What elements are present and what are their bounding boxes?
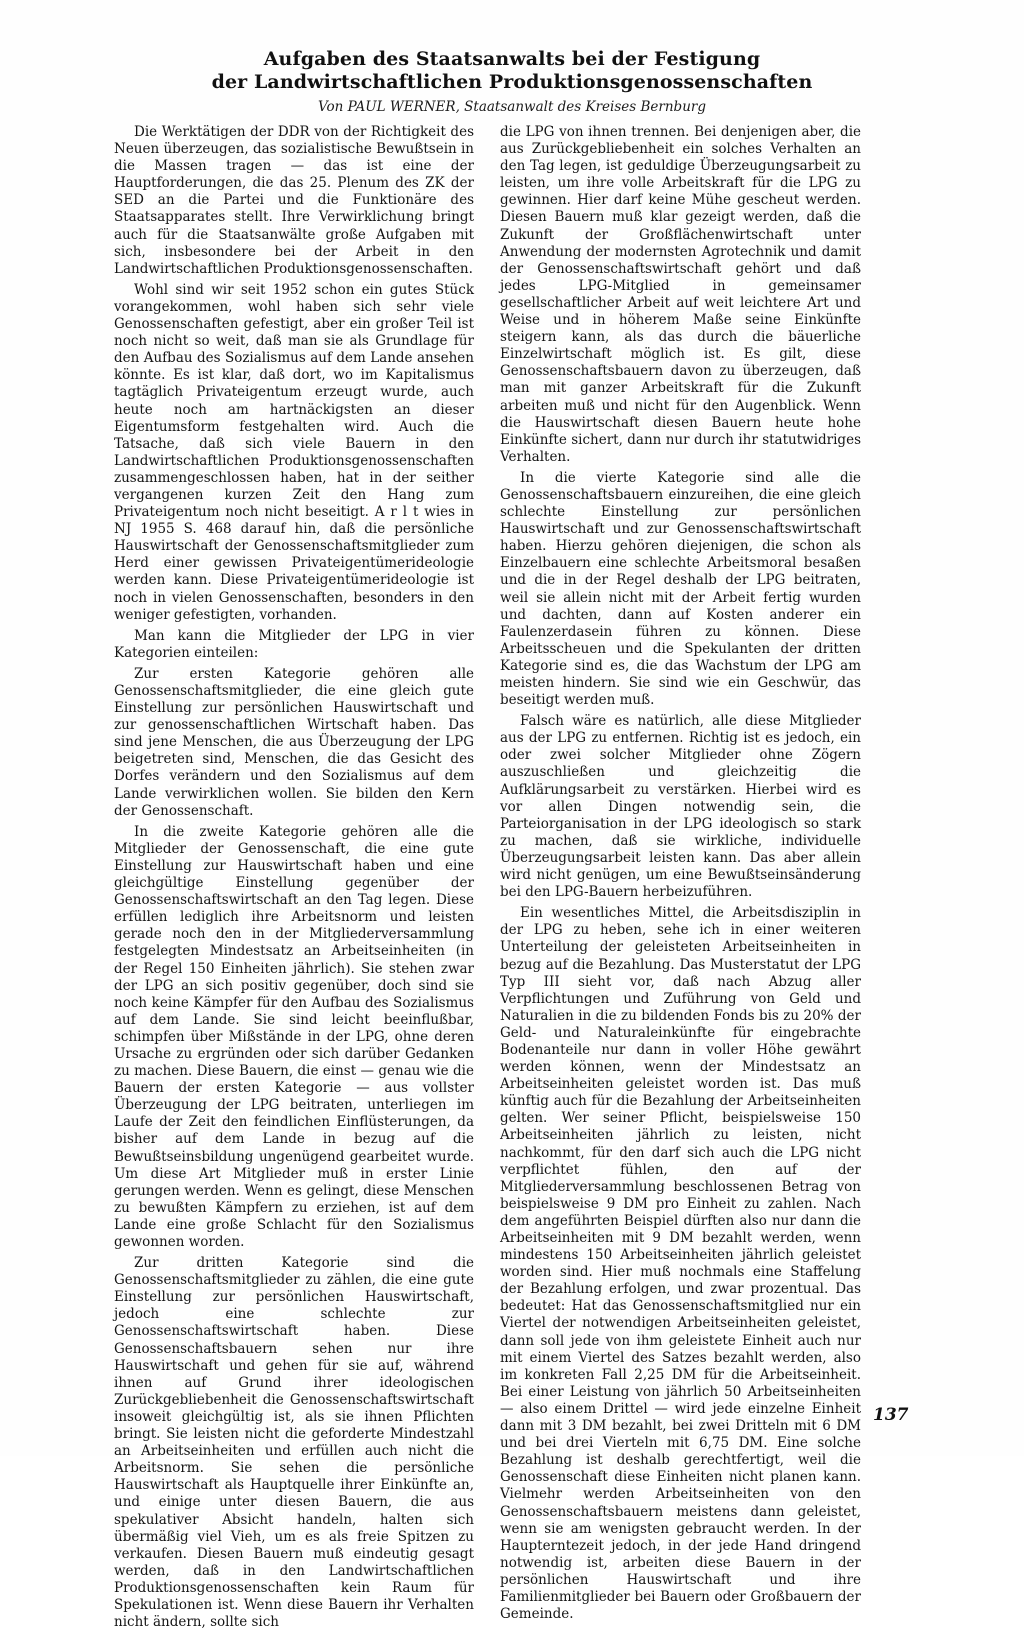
paragraph: Ein wesentliches Mittel, die Arbeitsdisziplin in der LPG zu heben, sehe ich in einer weiteren Unterteilung der geleisteten Arbeitseinheiten in bezug auf die Bezahlung. Das Musterstatut der LPG Typ III sieht vor, daß nach Abzug aller Verpflichtungen und Zuführung von Geld und Naturalien in die zu bildenden Fonds bis zu 20% der Geld- und Naturaleinkünfte für eingebrachte Bodenanteile nur dann in voller Höhe gewährt werden können, wenn der Mindestsatz an Arbeitseinheiten geleistet worden ist. Das muß künftig auch für die Bezahlung der Arbeitseinheiten gelten. Wer seiner Pflicht, beispielsweise 150 Arbeitseinheiten jährlich zu leisten, nicht nachkommt, für den darf sich auch die LPG nicht verpflichtet fühlen, den auf der Mitgliederversammlung beschlossenen Betrag von beispielsweise 9 DM pro Einheit zu zahlen. Nach dem angeführten Beispiel dürften also nur dann die Arbeitseinheiten mit 9 DM bezahlt werden, wenn mindestens 150 Arbeitseinheiten jährlich geleistet worden sind. Hier muß nochmals eine Staffelung der Bezahlung erfolgen, und zwar prozentual. Das bedeutet: Hat das Genossenschaftsmitglied nur ein Viertel der notwendigen Arbeitseinheiten geleistet, dann soll jede von ihm geleistete Einheit auch nur mit einem Viertel des Satzes bezahlt werden, also im konkreten Fall 2,25 DM für die Arbeitseinheit. Bei einer Leistung von jährlich 50 Arbeitseinheiten — also einem Drittel — wird jede einzelne Einheit dann mit 3 DM bezahlt, bei zwei Dritteln mit 6 DM und bei drei Vierteln mit 6,75 DM. Eine solche Bezahlung ist deshalb gerechtfertigt, weil die Genossenschaft diese Einheiten nicht planen kann. Vielmehr werden Arbeitseinheiten von den Genossenschaftsbauern meistens dann geleistet, wenn sie am wenigsten gebraucht werden. In der Haupterntezeit jedoch, in der jede Hand dringend notwendig ist, arbeiten diese Bauern in der persönlichen Hauswirtschaft und ihre Familienmitglieder bei Bauern oder Großbauern der Gemeinde. — [500, 905, 861, 1623]
paragraph: In die vierte Kategorie sind alle die Genossenschaftsbauern einzureihen, die eine gleich schlechte Einstellung zur persönlichen Hauswirtschaft und zur Genossenschaftswirtschaft haben. Hierzu gehören diejenigen, die schon als Einzelbauern eine schlechte Arbeitsmoral besaßen und die in der Regel deshalb der LPG beitraten, weil sie allein nicht mit der Arbeit fertig wurden und dachten, dann auf Kosten anderer ein Faulenzerdasein führen zu können. Diese Arbeitsscheuen und die Spekulanten der dritten Kategorie sind es, die das Wachstum der LPG am meisten hindern. Sie sind wie ein Geschwür, das beseitigt werden muß. — [500, 469, 861, 709]
paragraph-continuation: die LPG von ihnen trennen. Bei denjenigen aber, die aus Zurückgebliebenheit ein solches Verhalten an den Tag legen, ist geduldige Überzeugungsarbeit zu leisten, um ihre volle Arbeitskraft für die LPG zu gewinnen. Hier darf keine Mühe gescheut werden. Diesen Bauern muß klar gezeigt werden, daß die Zukunft der Großflächenwirtschaft unter Anwendung der modernsten Agrotechnik und damit der Genossenschaftswirtschaft gehört und daß jedes LPG-Mitglied in gemeinsamer gesellschaftlicher Arbeit auf weit leichtere Art und Weise und in höherem Maße seine Einkünfte steigern kann, als das durch die bäuerliche Einzelwirtschaft möglich ist. Es gilt, diese Genossenschaftsbauern davon zu überzeugen, daß man mit ganzer Arbeitskraft für die Zukunft arbeiten muß und nicht für den Augenblick. Wenn die Hauswirtschaft diesen Bauern heute hohe Einkünfte sichert, dann nur durch ihr statutwidriges Verhalten. — [500, 124, 861, 465]
paragraph: In die zweite Kategorie gehören alle die Mitglieder der Genossenschaft, die eine gute Einstellung zur Hauswirtschaft haben und eine gleichgültige Einstellung gegenüber der Genossenschaftswirtschaft an den Tag legen. Diese erfüllen lediglich ihre Arbeitsnorm und leisten gerade noch den in der Mitgliederversammlung festgelegten Mindestsatz an Arbeitseinheiten (in der Regel 150 Einheiten jährlich). Sie stehen zwar der LPG an sich positiv gegenüber, doch sind sie noch keine Kämpfer für den Aufbau des Sozialismus auf dem Lande. Sie sind leicht beeinflußbar, schimpfen über Mißstände in der LPG, ohne deren Ursache zu ergründen oder sich darüber Gedanken zu machen. Diese Bauern, die einst — genau wie die Bauern der ersten Kategorie — aus vollster Überzeugung der LPG beitraten, unterliegen im Laufe der Zeit den feindlichen Einflüsterungen, da bisher auf dem Lande in bezug auf die Bewußtseinsbildung ungenügend gearbeitet wurde. Um diese Art Mitglieder muß in erster Linie gerungen werden. Wenn es gelingt, diese Menschen zu bewußten Kämpfern zu erziehen, ist auf dem Lande eine große Schlacht für den Sozialismus gewonnen worden. — [114, 823, 474, 1250]
article-title-line-2: der Landwirtschaftlichen Produktionsgenossenschaften — [211, 71, 813, 93]
paragraph: Zur ersten Kategorie gehören alle Genossenschaftsmitglieder, die eine gleich gute Einstellung zur persönlichen Hauswirtschaft und zur genossenschaftlichen Wirtschaft haben. Das sind jene Menschen, die aus Überzeugung der LPG beigetreten sind, Menschen, die das Gesicht des Dorfes verändern und den Sozialismus auf dem Lande verwirklichen wollen. Sie bilden den Kern der Genossenschaft. — [114, 665, 474, 819]
paragraph: Die Werktätigen der DDR von der Richtigkeit des Neuen überzeugen, das sozialistische Bewußtsein in die Massen tragen — das ist eine der Hauptforderungen, die das 25. Plenum des ZK der SED an die Partei und die Funktionäre des Staatsapparates stellt. Ihre Verwirklichung bringt auch für die Staatsanwälte große Aufgaben mit sich, insbesondere bei der Arbeit in den Landwirtschaftlichen Produktionsgenossenschaften. — [114, 124, 475, 277]
paragraph: Falsch wäre es natürlich, alle diese Mitglieder aus der LPG zu entfernen. Richtig ist es jedoch, ein oder zwei solcher Mitglieder ohne Zögern auszuschließen und gleichzeitig die Aufklärungsarbeit zu verstärken. Hierbei wird es vor allen Dingen notwendig sein, die Parteiorganisation in der LPG ideologisch so stark zu machen, daß sie wirkliche, individuelle Überzeugungsarbeit leisten kann. Das aber allein wird nicht genügen, um eine Bewußtseinsänderung bei den LPG-Bauern herbeizuführen. — [500, 713, 861, 901]
article-title-line-1: Aufgaben des Staatsanwalts bei der Festigung — [263, 48, 761, 70]
paragraph: Man kann die Mitglieder der LPG in vier Kategorien einteilen: — [114, 627, 474, 661]
paragraph: Zur dritten Kategorie sind die Genossenschaftsmitglieder zu zählen, die eine gute Einstellung zur persönlichen Hauswirtschaft, jedoch eine schlechte zur Genossenschaftswirtschaft haben. Diese Genossenschaftsbauern sehen nur ihre Hauswirtschaft und gehen für sie auf, während ihnen auf Grund ihrer ideologischen Zurückgebliebenheit die Genossenschaftswirtschaft insoweit gleichgültig ist, als sie ihnen Pflichten bringt. Sie leisten nicht die geforderte Mindestzahl an Arbeitseinheiten und erfüllen auch nicht die Arbeitsnorm. Sie sehen die persönliche Hauswirtschaft als Hauptquelle ihrer Einkünfte an, und einige unter diesen Bauern, die aus spekulativer Absicht handeln, halten sich übermäßig viel Vieh, um es als freie Spitzen zu verkaufen. Diesen Bauern muß eindeutig gesagt werden, daß in den Landwirtschaftlichen Produktionsgenossenschaften kein Raum für Spekulationen ist. Wenn diese Bauern ihr Verhalten nicht ändern, sollte sich — [114, 1255, 474, 1631]
paragraph: Wohl sind wir seit 1952 schon ein gutes Stück vorangekommen, wohl haben sich sehr viele Genossenschaften gefestigt, aber ein großer Teil ist noch nicht so weit, daß man sie als Grundlage für den Aufbau des Sozialismus auf dem Lande ansehen könnte. Es ist klar, daß dort, wo im Kapitalismus tagtäglich Privateigentum erzeugt wurde, auch heute noch am hartnäckigsten an dieser Eigentumsform festgehalten wird. Auch die Tatsache, daß sich viele Bauern in den Landwirtschaftlichen Produktionsgenossenschaften zusammengeschlossen haben, hat in der seither vergangenen kurzen Zeit den Hang zum Privateigentum noch nicht beseitigt. A r l t wies in NJ 1955 S. 468 darauf hin, daß die persönliche Hauswirtschaft der Genossenschaftsmitglieder zum Herd einer gewissen Privateigentümerideologie werden kann. Diese Privateigentümerideologie ist noch in vielen Genossenschaften, besonders in den weniger gefestigten, vorhanden. — [114, 281, 474, 623]
page-number: 137 — [873, 1405, 909, 1425]
text-column-left — [114, 124, 475, 1631]
text-column-right — [500, 124, 861, 1623]
article-byline: Von PAUL WERNER, Staatsanwalt des Kreises Bernburg — [318, 99, 706, 115]
